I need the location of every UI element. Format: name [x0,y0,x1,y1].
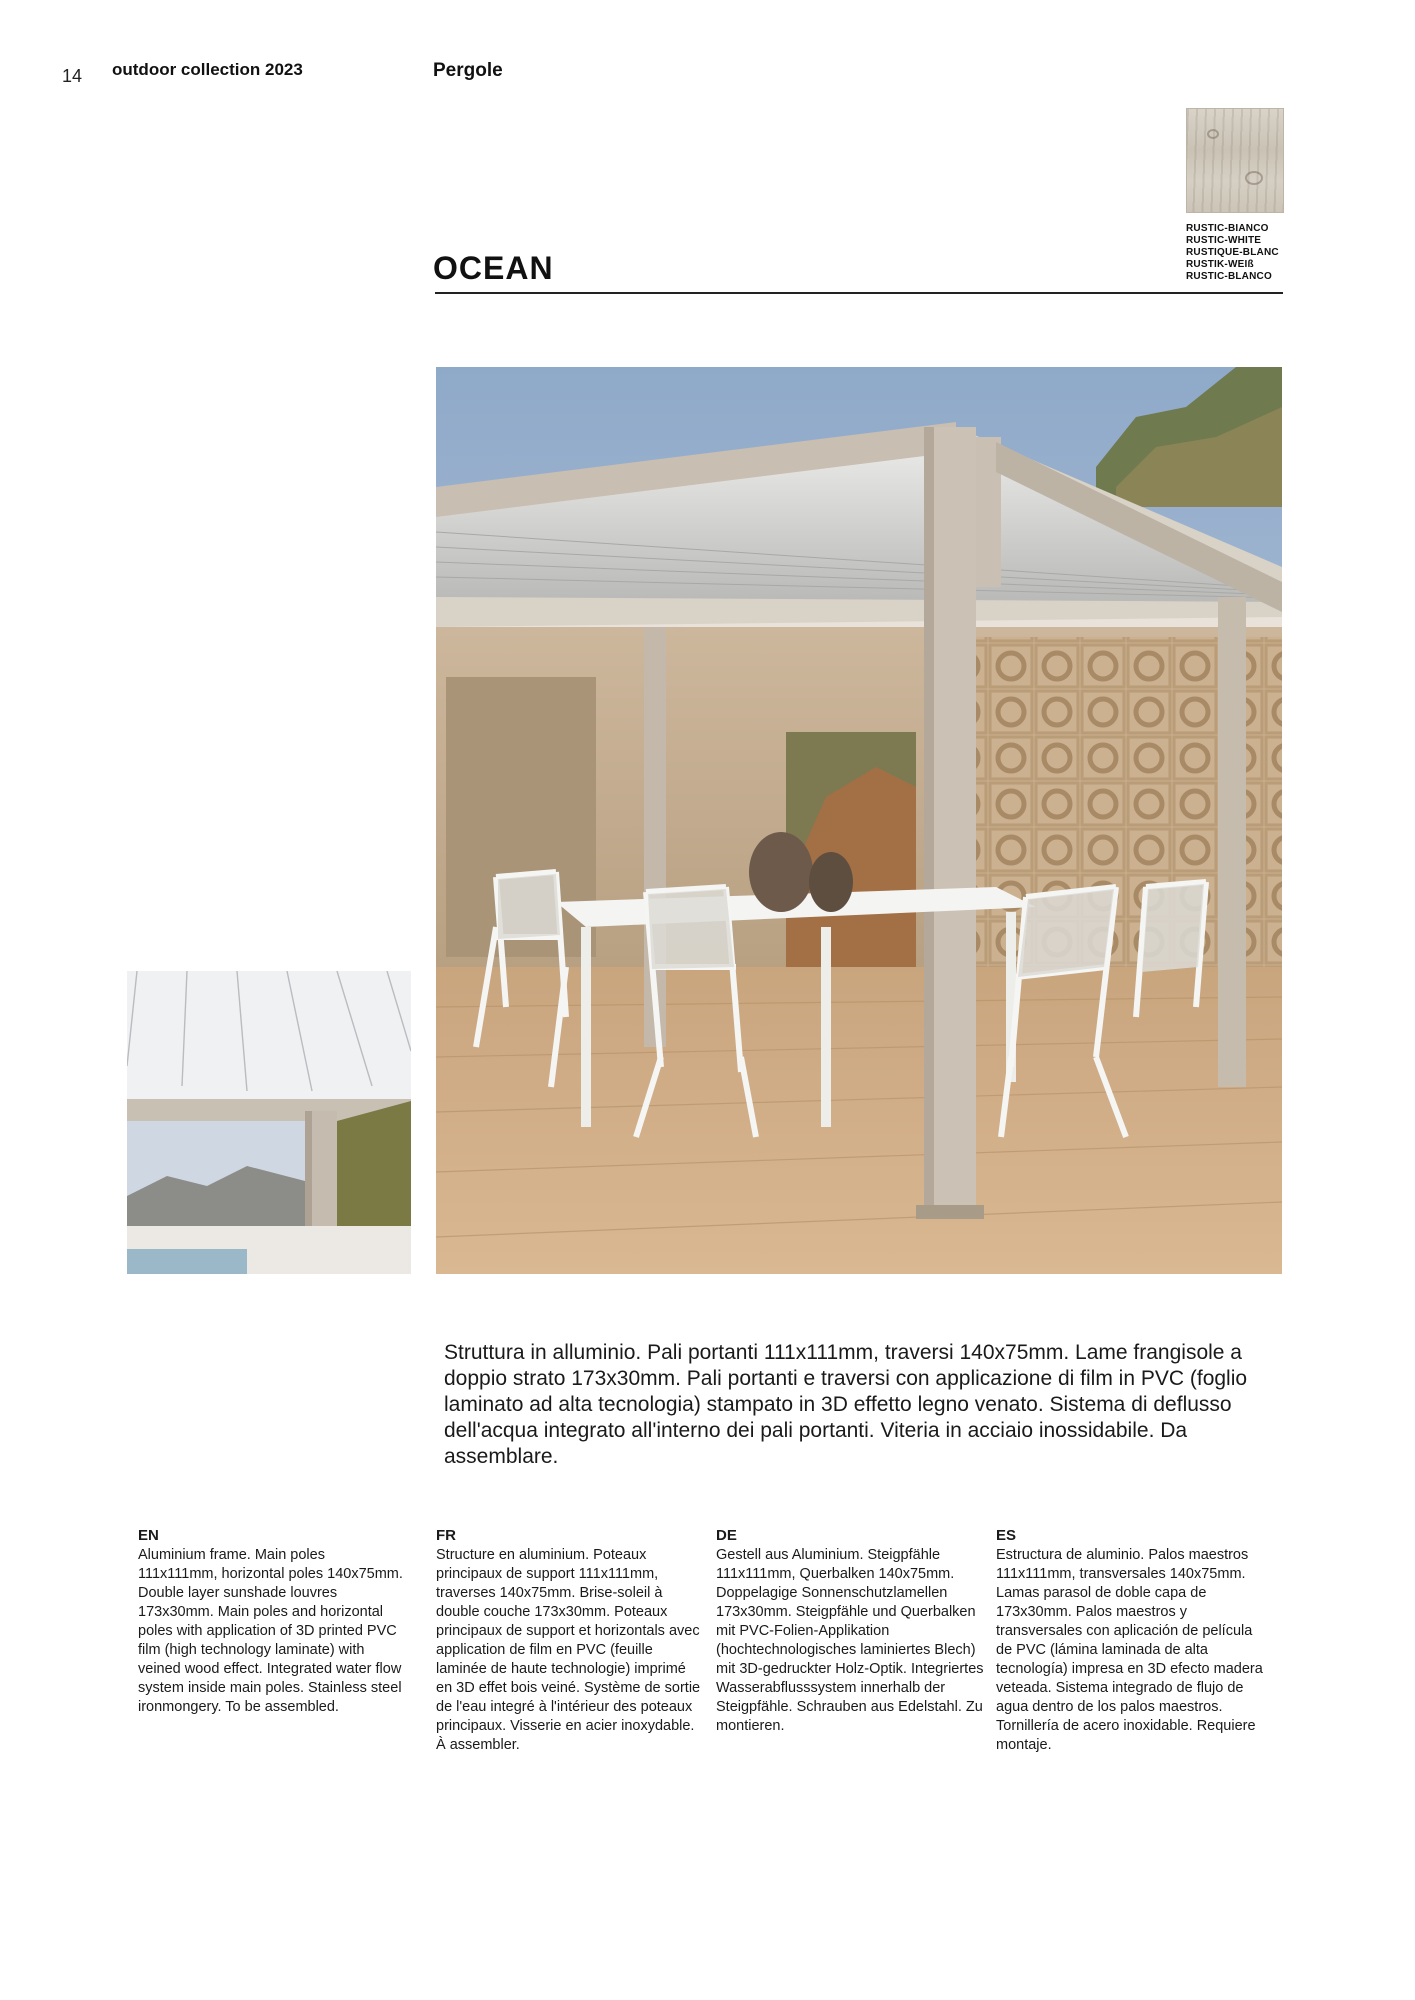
section-title: Pergole [433,60,503,81]
finish-label-it: RUSTIC-BIANCO [1186,223,1269,234]
wood-knot-icon [1245,171,1263,185]
lang-code: EN [138,1527,159,1544]
lang-text: Gestell aus Aluminium. Steigpfähle 111x111mm, Querbalken 140x75mm. Doppelagige Sonnenschutzlamellen 173x30mm. Steigpfähle und Querbalken mit PVC-Folien-Applikation (hochtechnologisches laminiertes Blech) mit 3D-gedruckter Holz-Optik. Integriertes Wasserabflusssystem innerhalb der Steigpfähle. Schrauben aus Edelstahl. Zu montieren. [716,1547,984,1734]
translation-fr [436,1526,706,1755]
louvre-detail-photo [127,971,411,1274]
lang-text: Structure en aluminium. Poteaux principaux de support 111x111mm, traverses 140x75mm. Brise-soleil à double couche 173x30mm. Poteaux principaux de support et horizontals avec application de film en PVC (feuille laminée de haute technologie) imprimé en 3D effet bois veiné. Système de sortie de l'eau integré à l'intérieur des poteaux principaux. Visserie en acier inoxydable. À assembler. [436,1547,701,1753]
finish-label-fr: RUSTIQUE-BLANC [1186,247,1279,258]
title-divider [435,292,1283,294]
wood-knot-icon [1207,129,1219,139]
finish-labels [1186,223,1279,283]
description-italian: Struttura in alluminio. Pali portanti 111x111mm, traversi 140x75mm. Lame frangisole a doppio strato 173x30mm. Pali portanti e traversi con applicazione di film in PVC (foglio laminato ad alta tecnologia) stampato in 3D effetto legno venato. Sistema di deflusso dell'acqua integrato all'interno dei pali portanti. Viteria in acciaio inossidabile. Da assemblare. [444,1341,1248,1468]
translation-en [138,1526,408,1717]
lang-code: FR [436,1527,456,1544]
wood-texture-swatch [1186,108,1284,213]
lang-text: Estructura de aluminio. Palos maestros 111x111mm, transversales 140x75mm. Lamas parasol de doble capa de 173x30mm. Palos maestros y transversales con aplicación de película de PVC (lámina laminada de alta tecnología) impresa en 3D efecto madera veteada. Sistema integrado de flujo de agua dentro de los palos maestros. Tornillería de acero inoxidable. Requiere montaje. [996,1547,1263,1753]
translation-de [716,1526,986,1736]
page-number: 14 [62,66,83,86]
finish-label-en: RUSTIC-WHITE [1186,235,1262,246]
finish-label-es: RUSTIC-BLANCO [1186,271,1272,282]
finish-label-de: RUSTIK-WEIß [1186,259,1254,270]
lang-code: DE [716,1527,737,1544]
product-name: OCEAN [433,250,554,286]
pergola-terrace-photo [436,367,1282,1274]
lang-text: Aluminium frame. Main poles 111x111mm, horizontal poles 140x75mm. Double layer sunshade louvres 173x30mm. Main poles and horizontal poles with application of 3D printed PVC film (high technology laminate) with veined wood effect. Integrated water flow system inside main poles. Stainless steel ironmongery. To be assembled. [138,1547,403,1715]
lang-code: ES [996,1527,1017,1544]
collection-title: outdoor collection 2023 [112,60,303,79]
translation-es [996,1526,1266,1755]
